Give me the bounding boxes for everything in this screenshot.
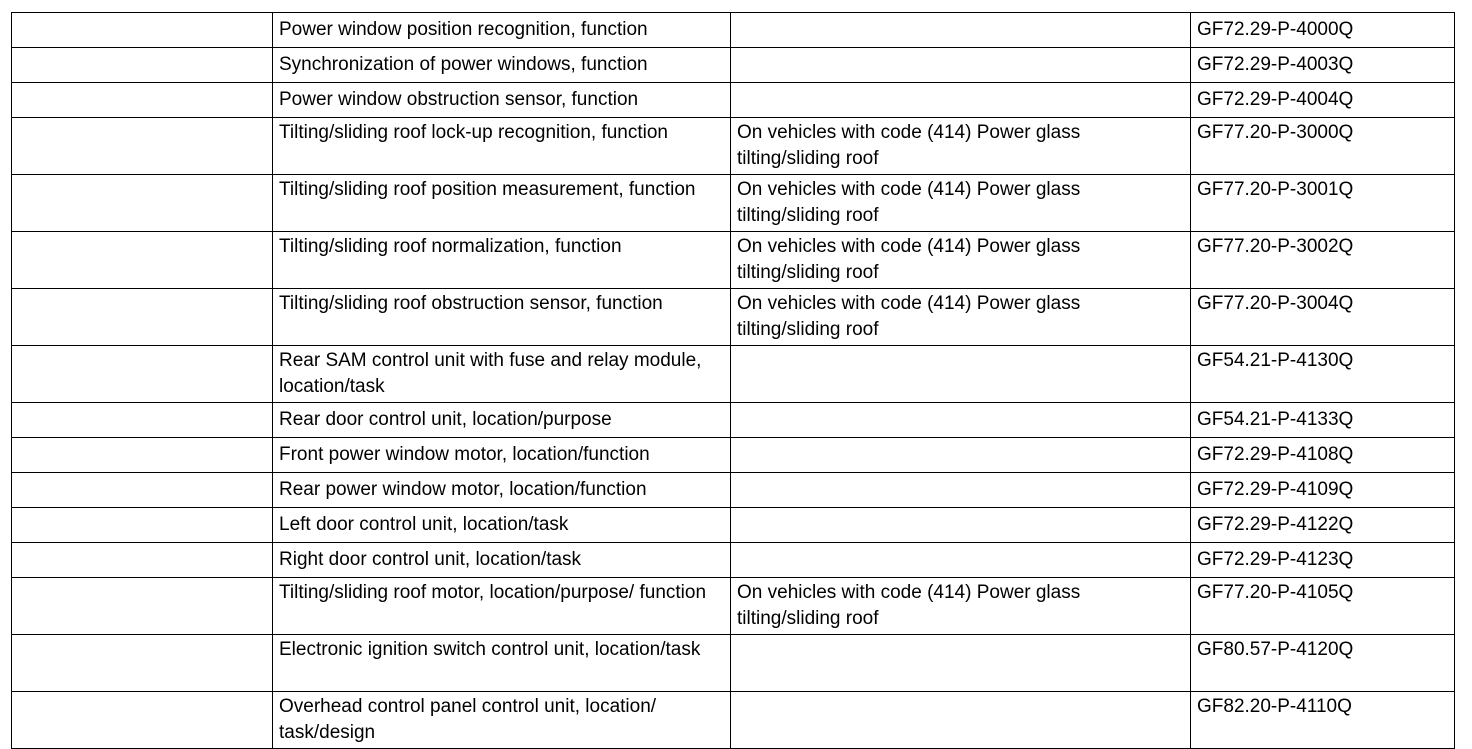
table-row <box>12 118 1455 175</box>
document-code-cell: GF72.29-P-4108Q <box>1191 438 1455 473</box>
empty-cell <box>12 48 273 83</box>
empty-cell <box>12 232 273 289</box>
condition-cell <box>731 346 1191 403</box>
description-cell: Synchronization of power windows, function <box>273 48 731 83</box>
condition-cell <box>731 438 1191 473</box>
document-code-cell: GF72.29-P-4109Q <box>1191 473 1455 508</box>
description-cell: Tilting/sliding roof motor, location/purpose/ function <box>273 578 731 635</box>
document-code-cell: GF77.20-P-3001Q <box>1191 175 1455 232</box>
condition-cell: On vehicles with code (414) Power glass tilting/sliding roof <box>731 118 1191 175</box>
table-body <box>12 13 1455 749</box>
empty-cell <box>12 508 273 543</box>
document-code-cell: GF72.29-P-4000Q <box>1191 13 1455 48</box>
empty-cell <box>12 635 273 692</box>
condition-cell <box>731 692 1191 749</box>
condition-cell: On vehicles with code (414) Power glass tilting/sliding roof <box>731 289 1191 346</box>
document-code-cell: GF54.21-P-4133Q <box>1191 403 1455 438</box>
description-cell: Tilting/sliding roof position measurement, function <box>273 175 731 232</box>
description-cell: Rear SAM control unit with fuse and relay module, location/task <box>273 346 731 403</box>
document-code-cell: GF72.29-P-4004Q <box>1191 83 1455 118</box>
description-cell: Tilting/sliding roof normalization, function <box>273 232 731 289</box>
empty-cell <box>12 578 273 635</box>
condition-cell: On vehicles with code (414) Power glass tilting/sliding roof <box>731 578 1191 635</box>
condition-cell <box>731 635 1191 692</box>
table-row <box>12 48 1455 83</box>
empty-cell <box>12 346 273 403</box>
description-cell: Power window position recognition, function <box>273 13 731 48</box>
document-code-cell: GF72.29-P-4122Q <box>1191 508 1455 543</box>
description-cell: Power window obstruction sensor, function <box>273 83 731 118</box>
table-row <box>12 635 1455 692</box>
empty-cell <box>12 438 273 473</box>
condition-cell <box>731 403 1191 438</box>
document-code-cell: GF77.20-P-3002Q <box>1191 232 1455 289</box>
condition-cell <box>731 83 1191 118</box>
table-row <box>12 289 1455 346</box>
document-code-cell: GF72.29-P-4003Q <box>1191 48 1455 83</box>
empty-cell <box>12 175 273 232</box>
document-table <box>11 12 1455 749</box>
description-cell: Front power window motor, location/function <box>273 438 731 473</box>
description-cell: Right door control unit, location/task <box>273 543 731 578</box>
condition-cell: On vehicles with code (414) Power glass tilting/sliding roof <box>731 175 1191 232</box>
description-cell: Overhead control panel control unit, location/ task/design <box>273 692 731 749</box>
description-cell: Rear door control unit, location/purpose <box>273 403 731 438</box>
table-row <box>12 438 1455 473</box>
description-cell: Rear power window motor, location/function <box>273 473 731 508</box>
condition-cell <box>731 13 1191 48</box>
document-code-cell: GF80.57-P-4120Q <box>1191 635 1455 692</box>
empty-cell <box>12 473 273 508</box>
table-row <box>12 13 1455 48</box>
document-code-cell: GF77.20-P-4105Q <box>1191 578 1455 635</box>
table-row <box>12 346 1455 403</box>
document-code-cell: GF77.20-P-3000Q <box>1191 118 1455 175</box>
document-code-cell: GF54.21-P-4130Q <box>1191 346 1455 403</box>
table-row <box>12 692 1455 749</box>
condition-cell <box>731 473 1191 508</box>
table-row <box>12 473 1455 508</box>
table-row <box>12 232 1455 289</box>
document-code-cell: GF77.20-P-3004Q <box>1191 289 1455 346</box>
document-code-cell: GF72.29-P-4123Q <box>1191 543 1455 578</box>
table-row <box>12 543 1455 578</box>
description-cell: Electronic ignition switch control unit, location/task <box>273 635 731 692</box>
table-row <box>12 578 1455 635</box>
empty-cell <box>12 403 273 438</box>
empty-cell <box>12 692 273 749</box>
table-row <box>12 175 1455 232</box>
condition-cell <box>731 48 1191 83</box>
empty-cell <box>12 543 273 578</box>
condition-cell <box>731 543 1191 578</box>
empty-cell <box>12 83 273 118</box>
empty-cell <box>12 289 273 346</box>
description-cell: Tilting/sliding roof lock-up recognition, function <box>273 118 731 175</box>
table-row <box>12 508 1455 543</box>
table-row <box>12 403 1455 438</box>
table-row <box>12 83 1455 118</box>
description-cell: Left door control unit, location/task <box>273 508 731 543</box>
description-cell: Tilting/sliding roof obstruction sensor, function <box>273 289 731 346</box>
empty-cell <box>12 13 273 48</box>
condition-cell <box>731 508 1191 543</box>
document-code-cell: GF82.20-P-4110Q <box>1191 692 1455 749</box>
condition-cell: On vehicles with code (414) Power glass tilting/sliding roof <box>731 232 1191 289</box>
empty-cell <box>12 118 273 175</box>
